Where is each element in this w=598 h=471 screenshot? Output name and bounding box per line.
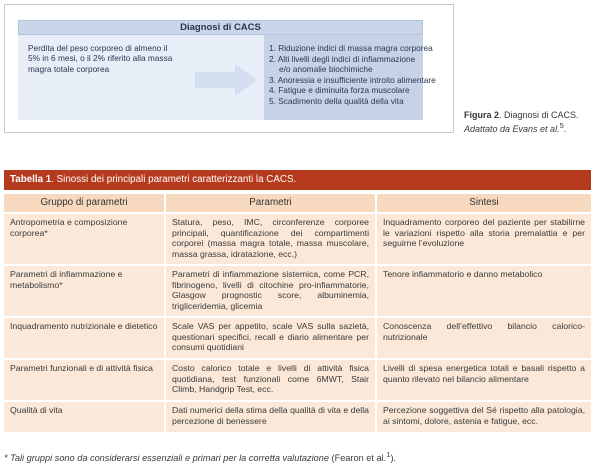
cell-summary: Tenore infiammatorio e danno metabolico <box>377 266 591 316</box>
cell-summary: Percezione soggettiva del Sé rispetto alla patologia, ai sintomi, dolore, astenia e fatigue, ecc. <box>377 402 591 432</box>
figure-diagnostic-criterion: Perdita del peso corporeo di almeno il 5% in 6 mesi, o il 2% riferito alla massa magra totale corporea <box>18 35 186 120</box>
table-footnote <box>4 450 594 463</box>
footnote-text: * Tali gruppi sono da considerarsi essenziali e primari per la corretta valutazione <box>4 453 329 464</box>
table-row <box>4 266 591 316</box>
figure-caption-number: Figura 2 <box>464 110 500 120</box>
cell-parameters: Dati numerici della stima della qualità di vita e della percezione di benessere <box>166 402 377 432</box>
table-title-number: Tabella 1 <box>10 174 52 185</box>
header-summary: Sintesi <box>377 194 591 212</box>
table-row <box>4 214 591 264</box>
table-row <box>4 360 591 400</box>
cell-group: Antropometria e composizione corporea* <box>4 214 166 264</box>
table-title-text: . Sinossi dei principali parametri caratterizzanti la CACS. <box>51 174 297 185</box>
cell-summary: Inquadramento corporeo del paziente per stabilirne le variazioni rispetto alla storia premalattia e per seguirne l’evoluzione <box>377 214 591 264</box>
footnote-reference-end: ). <box>390 453 397 464</box>
table-row <box>4 402 591 432</box>
figure-caption-end: . <box>563 123 567 134</box>
figure-caption-text: . Diagnosi di CACS. <box>499 110 579 120</box>
header-group: Gruppo di parametri <box>4 194 166 212</box>
cacs-parameters-table <box>4 192 591 434</box>
table-row <box>4 318 591 358</box>
footnote-reference: (Fearon et al. <box>328 453 387 464</box>
cell-parameters: Statura, peso, IMC, circonferenze corporee principali, quantificazione dei compartimenti corporei (massa magra totale, massa muscolare, massa grassa, idratazione, ecc.) <box>166 214 377 264</box>
footnote-reference-sup: 1 <box>386 450 391 459</box>
criteria-item-5: 5. Scadimento della qualità della vita <box>269 95 404 106</box>
cell-group: Qualità di vita <box>4 402 166 432</box>
criteria-item-3: 3. Anoressia e insufficiente introito alimentare <box>269 74 436 85</box>
cell-parameters: Parametri di infiammazione sistemica, come PCR, fibrinogeno, livelli di citochine pro-infiammatorie, Glasgow prognostic score, albuminemia, trigliceridemia, glicemia <box>166 266 377 316</box>
figure-title: Diagnosi di CACS <box>18 20 423 35</box>
cell-group: Parametri funzionali e di attività fisica <box>4 360 166 400</box>
cell-group: Inquadramento nutrizionale e dietetico <box>4 318 166 358</box>
right-arrow-icon <box>195 64 257 96</box>
criteria-item-2-cont: e/o anomalie biochimiche <box>279 64 373 75</box>
criteria-item-1: 1. Riduzione indici di massa magra corporea <box>269 43 433 53</box>
cell-summary: Livelli di spesa energetica totali e basali rispetto a quanto rilevato nel bilancio alimentare <box>377 360 591 400</box>
figure-caption <box>464 110 592 134</box>
table-header-row <box>4 194 591 212</box>
arrow-shape <box>195 64 257 96</box>
cell-group: Parametri di infiammazione e metabolismo* <box>4 266 166 316</box>
cell-summary: Conoscenza dell’effettivo bilancio calorico-nutrizionale <box>377 318 591 358</box>
cell-parameters: Scale VAS per appetito, scale VAS sulla sazietà, questionari specifici, recall e diario alimentare per consumi quotidiani <box>166 318 377 358</box>
criteria-item-4: 4. Fatigue e diminuita forza muscolare <box>269 85 410 96</box>
criteria-item-2: 2. Alti livelli degli indici di infiammazione <box>269 53 416 64</box>
table-title <box>4 170 591 190</box>
header-parameters: Parametri <box>166 194 377 212</box>
figure-caption-source: Adattato da Evans et al. <box>464 123 560 134</box>
figure-criteria-list <box>264 35 436 120</box>
cell-parameters: Costo calorico totale e livelli di attività fisica quotidiana, test funzionali come 6MWT, Stair Climb, Handgrip Test, ecc. <box>166 360 377 400</box>
figure-caption-sup: 5 <box>559 120 564 130</box>
